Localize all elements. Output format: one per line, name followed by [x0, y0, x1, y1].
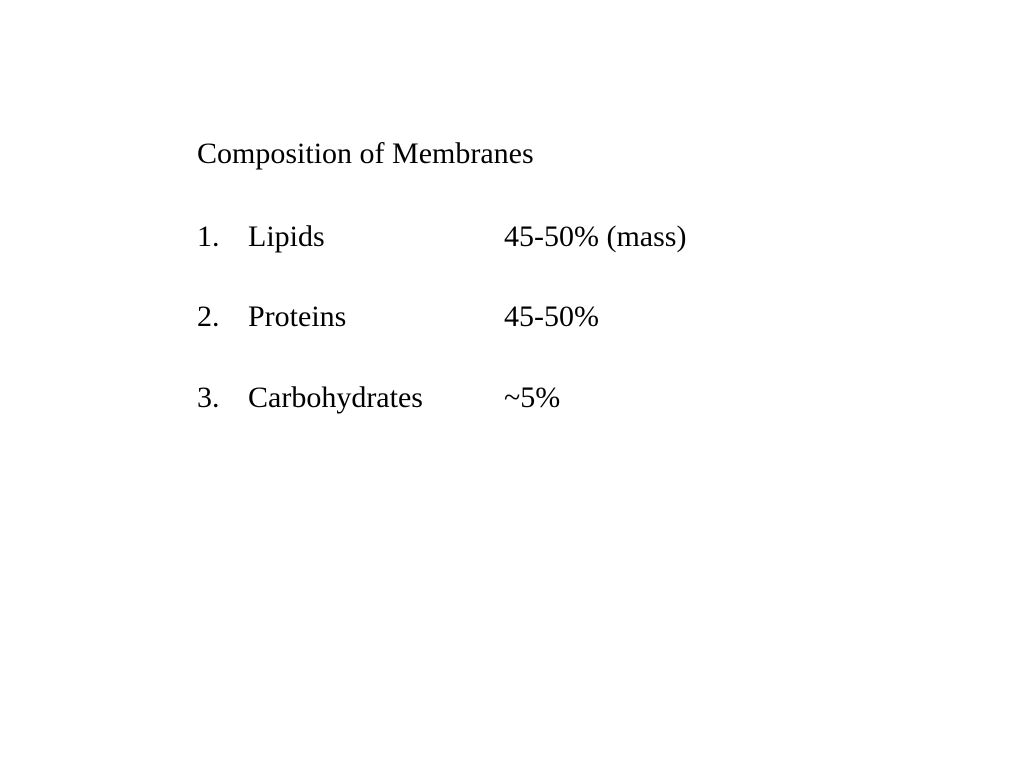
- list-item-label: Proteins: [248, 300, 347, 333]
- list-item-label: Carbohydrates: [248, 381, 423, 414]
- list-item-number: 3.: [197, 381, 220, 414]
- list-item-label: Lipids: [248, 220, 325, 253]
- list-item-number: 2.: [197, 300, 220, 333]
- list-item-value: 45-50% (mass): [504, 220, 687, 253]
- list-item-number: 1.: [197, 220, 220, 253]
- slide-title: Composition of Membranes: [197, 137, 534, 170]
- list-item-value: 45-50%: [504, 300, 599, 333]
- list-item-value: ~5%: [504, 381, 561, 414]
